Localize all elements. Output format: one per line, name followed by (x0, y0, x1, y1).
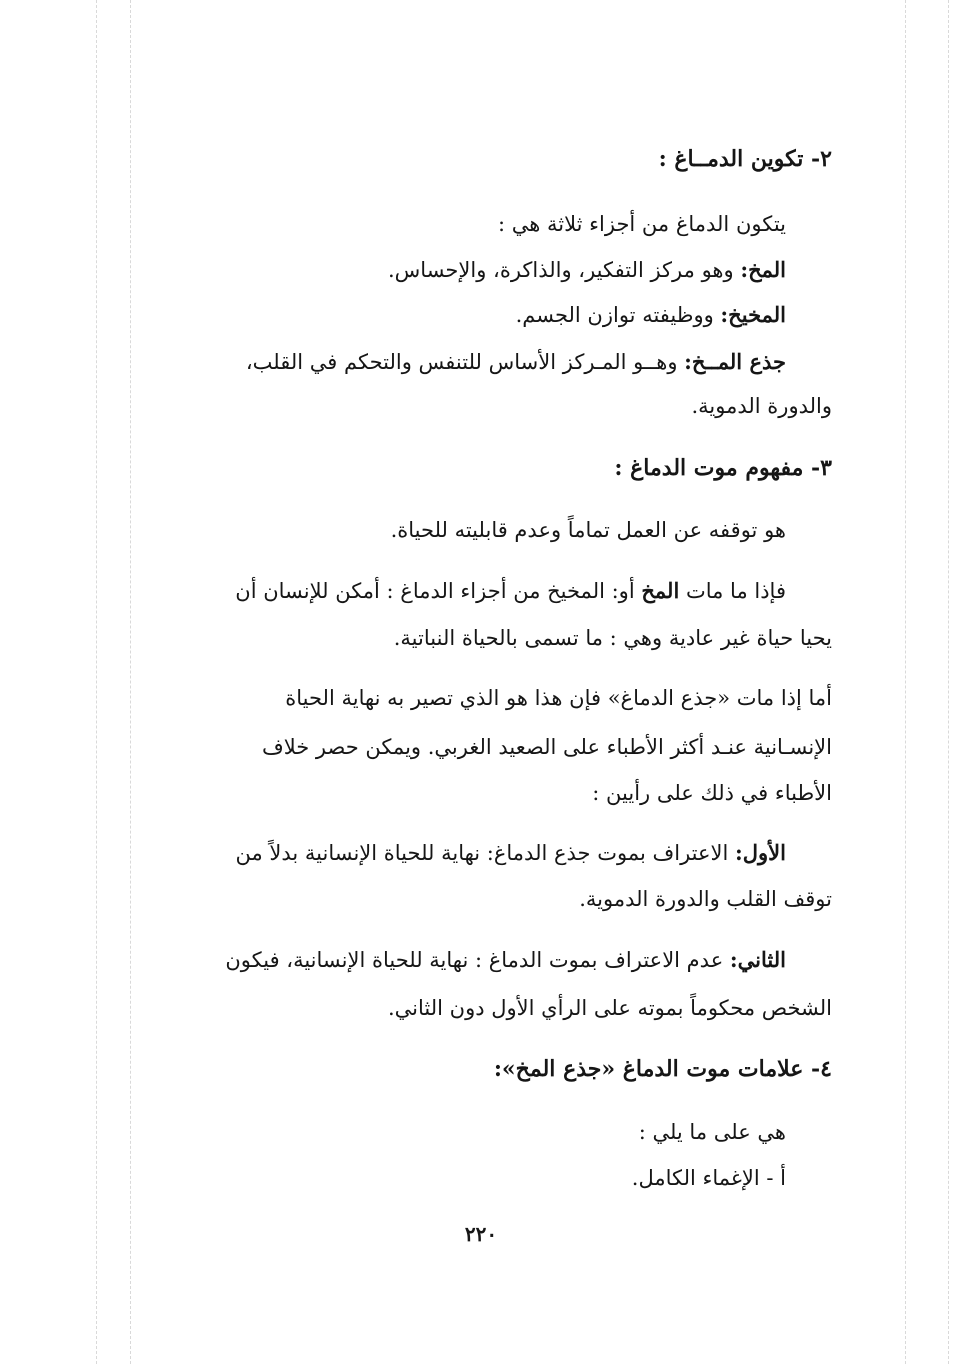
term-label: المخ (641, 578, 680, 603)
paragraph-text: فإذا ما مات (679, 579, 786, 603)
scan-guide-line (96, 0, 97, 1364)
paragraph-text: أو: المخيخ من أجزاء الدماغ : أمكن للإنسان أن (235, 579, 642, 603)
brain-part-brainstem (110, 349, 786, 374)
term-label: جذع المــخ: (684, 349, 786, 374)
term-text: وهو مركز التفكير، والذاكرة، والإحساس. (387, 258, 741, 282)
paragraph-line: الأطباء في ذلك على رأيين : (592, 781, 832, 805)
term-text: الاعتراف بموت جذع الدماغ: نهاية للحياة الإنسانية بدلاً من (235, 841, 736, 865)
opinion-second (110, 947, 786, 972)
term-text: ووظيفته توازن الجسم. (515, 303, 721, 327)
paragraph-line: يحيا حياة غير عادية وهي : ما تسمى بالحياة النباتية. (393, 626, 832, 650)
section-heading-3: ٣- مفهوم موت الدماغ : (614, 455, 832, 481)
brain-part-cerebellum (110, 302, 786, 327)
term-text: وهــو المـركز الأساس للتنفس والتحكم في القلب، (245, 350, 685, 374)
paragraph-line (110, 578, 786, 603)
term-label: الأول: (735, 840, 786, 865)
paragraph-line: الإنسـانية عنـد أكثر الأطباء على الصعيد الغربي. ويمكن حصر خلاف (261, 735, 832, 759)
section-2-intro: يتكون الدماغ من أجزاء ثلاثة هي : (497, 212, 786, 236)
list-item-a: أ - الإغماء الكامل. (631, 1166, 786, 1190)
paragraph-line: توقف القلب والدورة الدموية. (579, 887, 832, 911)
scan-guide-line (130, 0, 131, 1364)
brain-part-cerebrum (110, 257, 786, 282)
term-text: عدم الاعتراف بموت الدماغ : نهاية للحياة الإنسانية، فيكون (225, 948, 730, 972)
opinion-first (110, 840, 786, 865)
section-heading-2: ٢- تكوين الدمــاغ : (658, 146, 832, 172)
brain-death-definition: هو توقفه عن العمل تماماً وعدم قابليته للحياة. (390, 518, 786, 542)
term-label: المخ: (740, 257, 786, 282)
scan-guide-line (948, 0, 949, 1364)
section-heading-4: ٤- علامات موت الدماغ «جذع المخ»: (493, 1056, 832, 1082)
section-4-intro: هي على ما يلي : (638, 1120, 786, 1144)
brain-part-brainstem-continuation: والدورة الدموية. (691, 394, 832, 418)
term-label: المخيخ: (720, 302, 786, 327)
page-number: ٢٢٠ (464, 1222, 498, 1246)
paragraph-line: أما إذا مات «جذع الدماغ» فإن هذا هو الذي تصير به نهاية الحياة (285, 686, 832, 710)
term-label: الثاني: (729, 947, 786, 972)
paragraph-line: الشخص محكوماً بموته على الرأي الأول دون الثاني. (387, 996, 832, 1020)
scan-guide-line (905, 0, 906, 1364)
